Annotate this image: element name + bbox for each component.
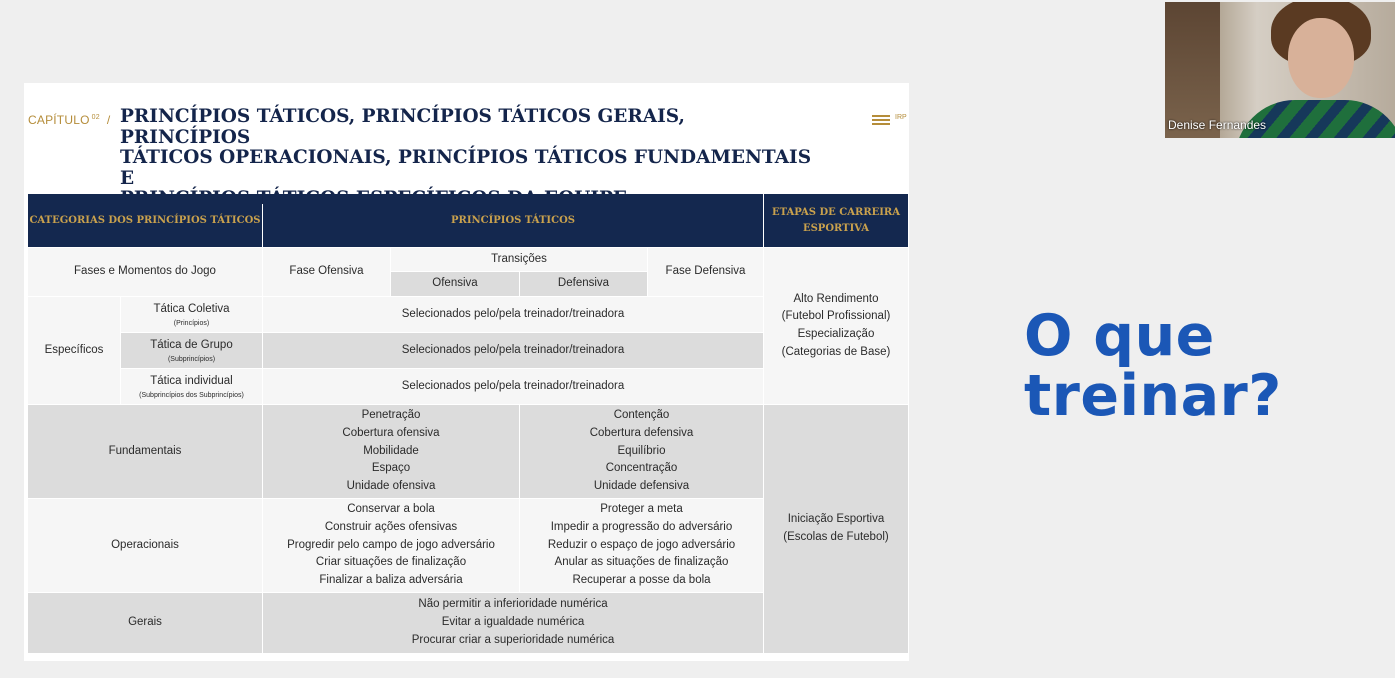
transition-offensive: Ofensiva (391, 272, 519, 296)
fundamentals-label: Fundamentais (28, 405, 262, 498)
operational-offensive: Conservar a bola Construir ações ofensivas Progredir pelo campo de jogo adversário Criar situações de finalização Finalizar a baliza adversária (263, 499, 519, 592)
specific-collective: Tática Coletiva (Princípios) (121, 297, 262, 332)
specific-group-value: Selecionados pelo/pela treinador/treinadora (263, 333, 763, 368)
fundamentals-offensive: Penetração Cobertura ofensiva Mobilidade Espaço Unidade ofensiva (263, 405, 519, 498)
operational-label: Operacionais (28, 499, 262, 592)
career-stage-high-performance: Alto Rendimento (Futebol Profissional) Especialização (Categorias de Base) (764, 248, 908, 404)
presentation-slide (24, 83, 909, 661)
specific-collective-value: Selecionados pelo/pela treinador/treinadora (263, 297, 763, 332)
question-heading: O que treinar? (1024, 303, 1282, 429)
chapter-label: CAPÍTULO $^{02}$ / (28, 113, 111, 127)
fundamentals-defensive: Contenção Cobertura defensiva Equilíbrio Concentração Unidade defensiva (520, 405, 763, 498)
header-principles: PRINCÍPIOS TÁTICOS (263, 194, 763, 247)
participant-face (1288, 18, 1354, 98)
general-items: Não permitir a inferioridade numérica Evitar a igualdade numérica Procurar criar a superioridade numérica (263, 593, 763, 653)
phase-offensive: Fase Ofensiva (263, 248, 390, 296)
operational-defensive: Proteger a meta Impedir a progressão do adversário Reduzir o espaço de jogo adversário Anular as situações de finalização Recuperar a posse da bola (520, 499, 763, 592)
brand-logo: IRP (872, 115, 890, 127)
transition-defensive: Defensiva (520, 272, 647, 296)
chapter-number: 02 (91, 114, 100, 121)
specific-individual: Tática individual (Subprincípios dos Subprincípios) (121, 369, 262, 404)
specific-group: Tática de Grupo (Subprincípios) (121, 333, 262, 368)
slide-title: PRINCÍPIOS TÁTICOS, PRINCÍPIOS TÁTICOS GERAIS, PRINCÍPIOS TÁTICOS OPERACIONAIS, PRINCÍPIOS TÁTICOS FUNDAMENTAIS E (120, 106, 812, 189)
header-career-stages: ETAPAS DE CARREIRA ESPORTIVA (764, 194, 908, 247)
general-label: Gerais (28, 593, 262, 653)
phase-defensive: Fase Defensiva (648, 248, 763, 296)
specific-individual-value: Selecionados pelo/pela treinador/treinadora (263, 369, 763, 404)
specifics-label: Específicos (28, 297, 120, 404)
participant-name: Denise Fernandes (1168, 118, 1267, 132)
chapter-separator: / (106, 113, 111, 127)
slide-header (24, 83, 909, 193)
participant-video-tile[interactable] (1165, 2, 1395, 138)
transitions-label: Transições (391, 248, 647, 271)
phases-label: Fases e Momentos do Jogo (28, 248, 262, 296)
career-stage-initiation: Iniciação Esportiva (Escolas de Futebol) (764, 405, 908, 653)
header-categories: CATEGORIAS DOS PRINCÍPIOS TÁTICOS (28, 194, 262, 247)
